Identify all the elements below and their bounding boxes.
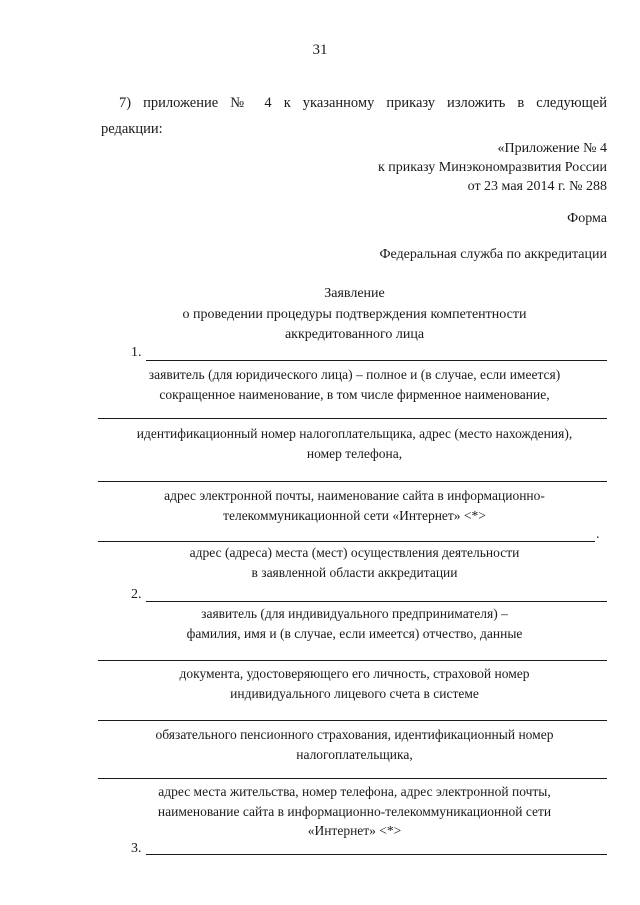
document-subtitle-1: о проведении процедуры подтверждения компетентности <box>182 307 527 322</box>
fill-line-7[interactable] <box>98 720 607 721</box>
fill-line-1[interactable] <box>146 360 607 361</box>
caption-individual-entrepreneur: заявитель (для индивидуального предпринимателя) – фамилия, имя и (в случае, если имеется) отчество, данные <box>186 606 523 641</box>
document-title: Заявление <box>324 286 385 301</box>
page-number: 31 <box>312 42 328 58</box>
fill-line-4[interactable] <box>98 541 595 542</box>
document-subtitle-2: аккредитованного лица <box>284 327 425 342</box>
caption-email-website: адрес электронной почты, наименование сайта в информационно- телекоммуникационной сети «Интернет» <*> <box>164 488 545 523</box>
item-number-2: 2. <box>131 587 142 602</box>
fill-line-9[interactable] <box>146 854 607 855</box>
fill-line-2[interactable] <box>98 418 607 419</box>
caption-legal-entity: заявитель (для юридического лица) – полное и (в случае, если имеется) сокращенное наименование, в том числе фирменное наименование, <box>148 367 561 402</box>
fill-line-5[interactable] <box>146 601 607 602</box>
fill-line-3[interactable] <box>98 481 607 482</box>
caption-activity-address: адрес (адреса) места (мест) осуществления деятельности в заявленной области аккредитации <box>189 545 520 580</box>
appendix-title: «Приложение № 4 <box>497 141 607 156</box>
caption-tax-id-address: идентификационный номер налогоплательщика, адрес (место нахождения), номер телефона, <box>136 426 573 461</box>
item-number-3: 3. <box>131 841 142 856</box>
caption-identity-document: документа, удостоверяющего его личность, страховой номер индивидуального лицевого счета в системе <box>179 666 530 701</box>
intro-line-1: 7) приложение № 4 к указанному приказу изложить в следующей <box>119 95 607 111</box>
appendix-order-date: от 23 мая 2014 г. № 288 <box>467 179 607 194</box>
agency-name: Федеральная служба по аккредитации <box>379 247 607 262</box>
form-label: Форма <box>567 211 607 226</box>
fill-line-8[interactable] <box>98 778 607 779</box>
appendix-order-ref: к приказу Минэкономразвития России <box>377 160 607 175</box>
fill-line-6[interactable] <box>98 660 607 661</box>
caption-pension-insurance: обязательного пенсионного страхования, идентификационный номер налогоплательщика, <box>155 727 554 762</box>
caption-residence-contacts: адрес места жительства, номер телефона, адрес электронной почты, наименование сайта в информационно-телекоммуникационной сети «Интернет» <*> <box>157 784 552 838</box>
intro-line-2: редакции: <box>101 121 163 137</box>
trailing-period: . <box>596 527 600 542</box>
item-number-1: 1. <box>131 345 142 360</box>
